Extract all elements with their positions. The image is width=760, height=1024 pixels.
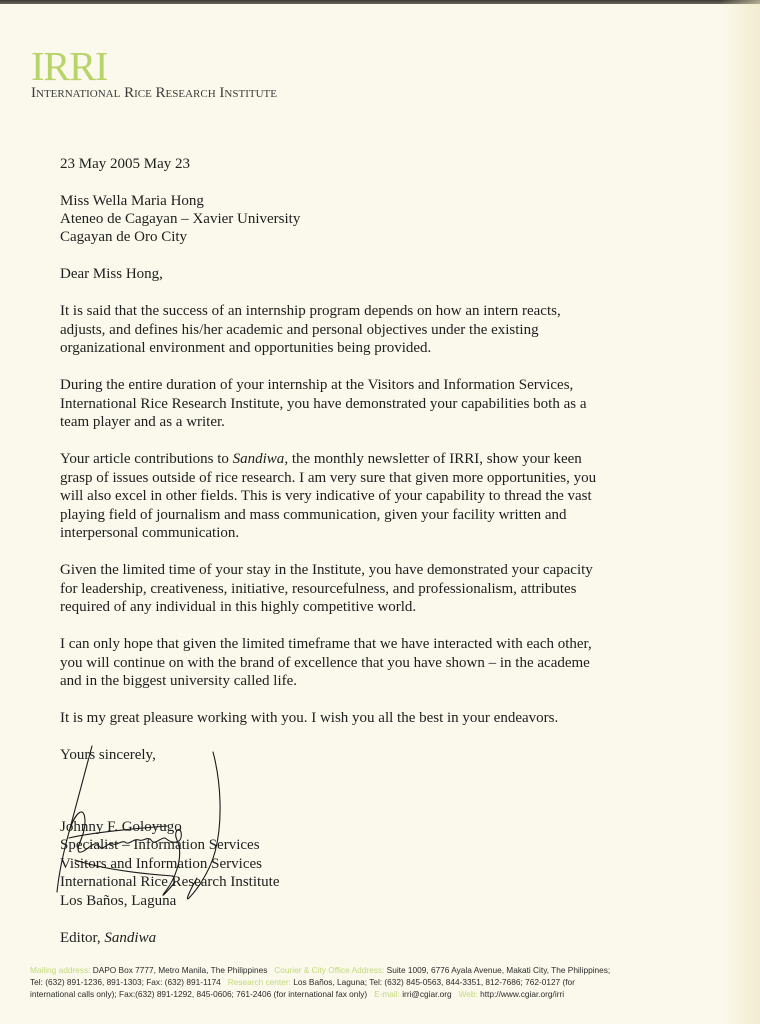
paragraph-line: It is said that the success of an internship program depends on how an intern reacts, (60, 303, 561, 319)
institute-name: International Rice Research Institute (31, 85, 277, 101)
footer-label: E-mail: (374, 989, 400, 999)
closing: Yours sincerely, (60, 747, 156, 763)
newsletter-name: Sandiwa (232, 451, 285, 467)
paragraph-line: adjusts, and defines his/her academic and personal objectives under the existing (60, 321, 539, 338)
paragraph-line: Given the limited time of your stay in the Institute, you have demonstrated your capacity (60, 562, 593, 578)
paragraph-2 (60, 376, 680, 432)
paragraph-line: I can only hope that given the limited timeframe that we have interacted with each other, (60, 636, 592, 652)
paragraph-line: required of any individual in this highly competitive world. (60, 599, 417, 615)
web-link[interactable]: http://www.cgiar.org/irri (480, 989, 565, 999)
research-center: Los Baños, Laguna; Tel: (632) 845-0563, 844-3351, 812-7686; 762-0127 (for (293, 977, 575, 987)
letter-date: 23 May 2005 May 23 (60, 156, 190, 172)
signatory-unit: Visitors and Information Services (60, 856, 262, 872)
courier-address: Suite 1009, 6776 Ayala Avenue, Makati City, The Philippines; (386, 965, 611, 975)
paragraph-line: playing field of journalism and mass communication, given your facility written and (60, 506, 567, 523)
handwritten-signature (55, 742, 245, 910)
signatory-role (60, 929, 156, 948)
international-contacts: international calls only); Fax:(632) 891-1292, 845-0606; 761-2406 (for international fax only) (30, 989, 368, 999)
paper-shade (720, 0, 760, 1024)
newsletter-name: Sandiwa (104, 930, 157, 946)
paragraph-line: grasp of issues outside of rice research. I am very sure that given more opportunities, you (60, 469, 597, 486)
letterhead-footer (30, 964, 745, 1000)
paragraph-6 (60, 709, 680, 728)
signatory-name: Johnny F. Goloyugo (60, 819, 182, 835)
paragraph-5 (60, 635, 680, 691)
recipient-organization: Ateneo de Cagayan – Xavier University (60, 211, 301, 227)
signatory-location: Los Baños, Laguna (60, 893, 177, 909)
recipient-name: Miss Wella Maria Hong (60, 193, 204, 209)
paragraph-line: interpersonal communication. (60, 525, 240, 541)
paragraph-line (60, 450, 680, 469)
footer-label: Courier & City Office Address: (274, 965, 385, 975)
telephone-fax: Tel: (632) 891-1236, 891-1303; Fax: (632) 891-1174 (30, 977, 221, 987)
text-run: Your article contributions to (60, 451, 233, 467)
text-run: Editor, (60, 930, 105, 946)
paragraph-line: International Rice Research Institute, you have demonstrated your capabilities both as a (60, 395, 587, 412)
paragraph-3 (60, 450, 680, 543)
paragraph-line: will also excel in other fields. This is very indicative of your capability to thread the vast (60, 488, 592, 504)
paragraph-4 (60, 561, 680, 617)
footer-label: Web: (458, 989, 478, 999)
paragraph-line: During the entire duration of your internship at the Visitors and Information Services, (60, 377, 574, 393)
paragraph-1 (60, 302, 680, 358)
footer-line (30, 988, 745, 1000)
paragraph-line: and in the biggest university called life. (60, 673, 298, 689)
paragraph-line: for leadership, creativeness, initiative, resourcefulness, and professionalism, attributes (60, 580, 577, 597)
scan-edge (0, 0, 760, 4)
paragraph-line: organizational environment and opportunities being provided. (60, 340, 432, 356)
paragraph-line: you will continue on with the brand of excellence that you have shown – in the academe (60, 654, 590, 671)
footer-line (30, 964, 745, 976)
recipient-city: Cagayan de Oro City (60, 229, 188, 245)
footer-label: Mailing address: (30, 965, 91, 975)
email-link[interactable]: irri@cgiar.org (402, 989, 452, 999)
paragraph-line: It is my great pleasure working with you. I wish you all the best in your endeavors. (60, 710, 559, 726)
text-run: , the monthly newsletter of IRRI, show your keen (284, 451, 582, 467)
signatory-institute: International Rice Research Institute (60, 874, 280, 890)
salutation: Dear Miss Hong, (60, 266, 163, 282)
paragraph-line: team player and as a writer. (60, 414, 225, 430)
mailing-address: DAPO Box 7777, Metro Manila, The Philippines (92, 965, 268, 975)
signatory-title: Specialist – Information Services (60, 837, 260, 853)
footer-line (30, 976, 745, 988)
footer-label: Research center: (227, 977, 291, 987)
irri-logo: IRRI (31, 43, 108, 89)
